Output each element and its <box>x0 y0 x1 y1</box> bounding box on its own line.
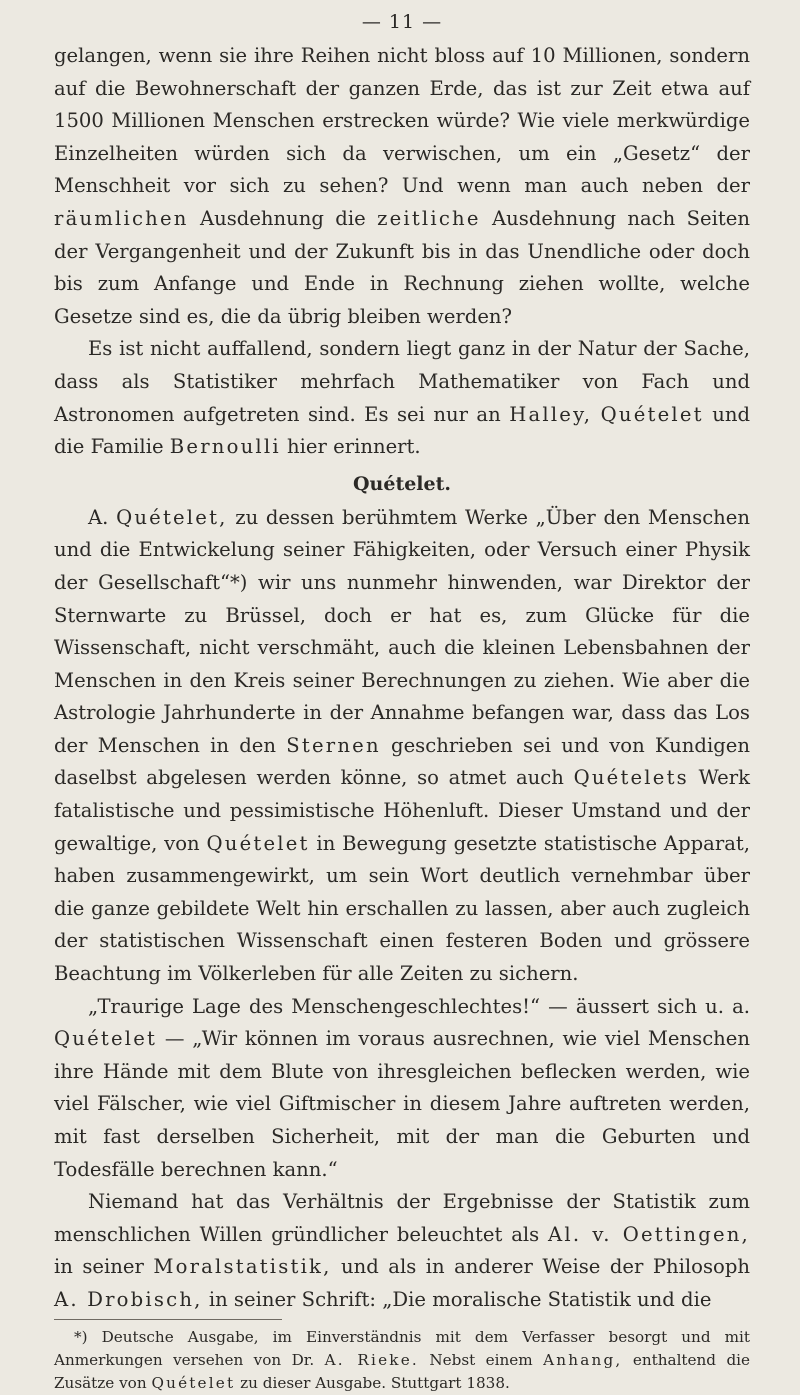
paragraph-2: Es ist nicht auffallend, sondern liegt ganz in der Natur der Sache, dass als Statistiker mehrfach Mathematiker von Fach und Astronomen aufgetreten sind. Es sei nur an Halley, Quételet und die Familie Bernoulli hier erinnert. <box>54 337 750 459</box>
name-quetelet: Quételet, <box>116 505 228 529</box>
paragraph-5: Niemand hat das Verhältnis der Ergebnisse der Statistik zum menschlichen Willen gründlicher beleuchtet als Al. v. Oettingen, in seiner Moralstatistik, und als in anderer Weise der Philosoph A. Drobisch, in seiner Schrift: „Die moralische Statistik und die <box>54 1190 750 1311</box>
name-drobisch: A. Drobisch, <box>54 1287 203 1311</box>
emphasis-zeitliche: zeitliche <box>377 206 481 230</box>
name-quetelet: Quételet <box>600 402 704 426</box>
name-halley: Halley, <box>509 402 593 426</box>
page-number: — 11 — <box>361 11 443 33</box>
footnote <box>54 1326 750 1395</box>
paragraph-4: „Traurige Lage des Menschengeschlechtes!“ — äussert sich u. a. Quételet — „Wir können im voraus ausrechnen, wie viel Menschen ihre Hände mit dem Blute von ihresgleichen beflecken werden, wie viel Fälscher, wie viel Giftmischer in diesem Jahre auftreten werden, mit fast derselben Sicherheit, mit der man die Geburten und Todesfälle berechnen kann.“ <box>54 994 750 1181</box>
emphasis-moralstatistik: Moralstatistik, <box>153 1255 332 1279</box>
paragraph-1: gelangen, wenn sie ihre Reihen nicht bloss auf 10 Millionen, sondern auf die Bewohnerschaft der ganzen Erde, das ist zur Zeit etwa auf 1500 Millionen Menschen erstrecken würde? Wie viele merkwürdige Einzelheiten würden sich da verwischen, um ein „Gesetz“ der Menschheit vor sich zu sehen? Und wenn man auch neben der räumlichen Ausdehnung die zeitliche Ausdehnung nach Seiten der Vergangenheit und der Zukunft bis in das Unendliche oder doch bis zum Anfange und Ende in Rechnung ziehen wollte, welche Gesetze sind es, die da übrig bleiben werden? <box>54 44 750 328</box>
footnote-divider <box>54 1319 282 1320</box>
footnote-text: *) Deutsche Ausgabe, im Einverständnis mit dem Verfasser besorgt und mit Anmerkungen versehen von Dr. A. Rieke. Nebst einem Anhang, enthaltend die Zusätze von Quételet zu dieser Ausgabe. Stuttgart 1838. <box>54 1327 751 1392</box>
emphasis-sternen: Sternen <box>286 733 381 757</box>
name-quetelet: Quételet <box>206 831 310 855</box>
name-quetelet: Quételet <box>54 1027 158 1051</box>
body-text <box>54 40 750 1317</box>
name-rieke: A. Rieke. <box>324 1350 419 1369</box>
section-heading: Quételet. <box>352 472 451 495</box>
emphasis-anhang: Anhang, <box>543 1350 623 1369</box>
paragraph-3: A. Quételet, zu dessen berühmtem Werke „Über den Menschen und die Entwickelung seiner Fähigkeiten, oder Versuch einer Physik der Gesellschaft“*) wir uns nunmehr hinwenden, war Direktor der Sternwarte zu Brüssel, doch er hat es, zum Glücke für die Wissenschaft, nicht verschmäht, auch die kleinen Lebensbahnen der Menschen in den Kreis seiner Berechnungen zu ziehen. Wie aber die Astrologie Jahrhunderte in der Annahme befangen war, dass das Los der Menschen in den Sternen geschrieben sei und von Kundigen daselbst abgelesen werden könne, so atmet auch Quételets Werk fatalistische und pessimistische Höhenluft. Dieser Umstand und der gewaltige, von Quételet in Bewegung gesetzte statistische Apparat, haben zusammengewirkt, um sein Wort deutlich vernehmbar über die ganze gebildete Welt hin erschallen zu lassen, aber auch zugleich der statistischen Wissenschaft einen festeren Boden und grössere Beachtung im Völkerleben für alle Zeiten zu sichern. <box>54 505 751 986</box>
emphasis-raeumlichen: räumlichen <box>54 206 189 230</box>
name-oettingen: Al. v. Oettingen, <box>548 1222 750 1246</box>
name-quetelets: Quételets <box>573 766 689 790</box>
name-bernoulli: Bernoulli <box>169 435 281 459</box>
name-quetelet: Quételet <box>151 1373 236 1392</box>
